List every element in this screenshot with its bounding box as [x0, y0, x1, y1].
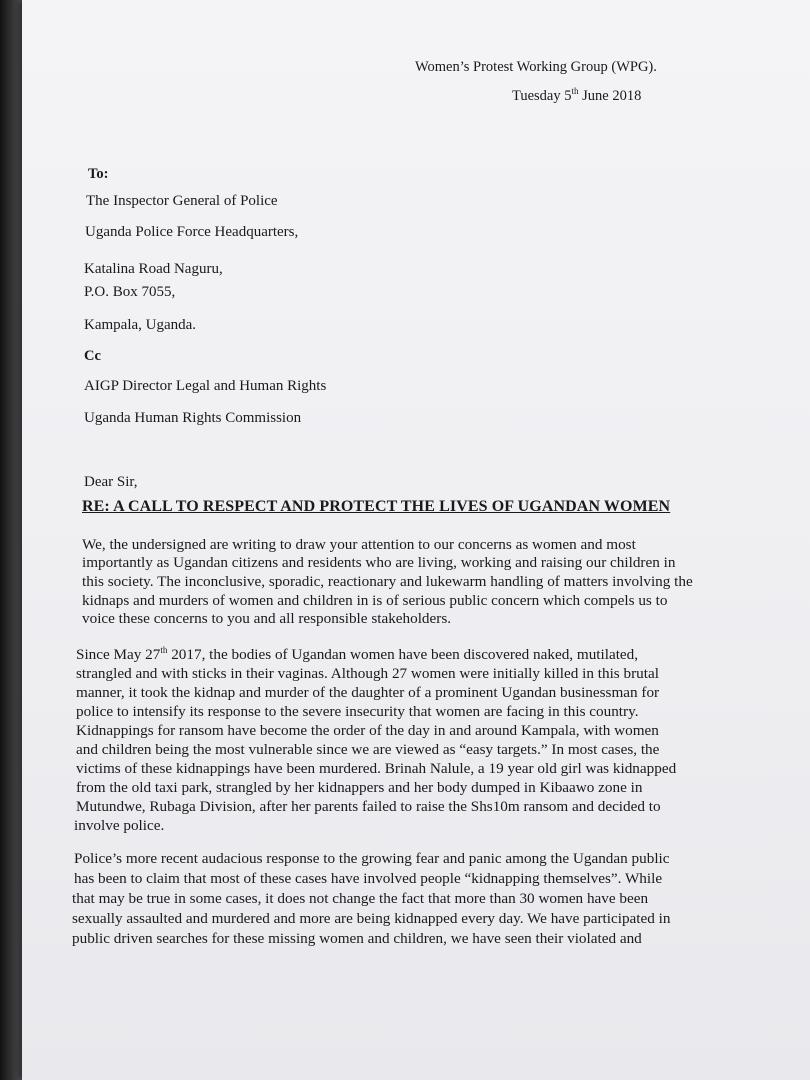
date-day: Tuesday 5 [512, 88, 572, 104]
paragraph-text: 2017, the bodies of Ugandan women have been discovered naked, mutilated, [167, 646, 639, 663]
paragraph-line: public driven searches for these missing women and children, we have seen their violated and [72, 930, 642, 947]
date-ordinal: th [160, 644, 168, 655]
recipient-line: Katalina Road Naguru, [84, 261, 223, 277]
paragraph-text: Since May 27 [76, 646, 161, 663]
recipient-line: Uganda Police Force Headquarters, [85, 224, 299, 240]
letter-date [512, 87, 641, 105]
cc-line: AIGP Director Legal and Human Rights [84, 378, 327, 394]
paragraph-line: involve police. [74, 817, 165, 834]
paragraph-line: that may be true in some cases, it does not change the fact that more than 30 women have been [72, 890, 649, 907]
paragraph-line: victims of these kidnappings have been murdered. Brinah Nalule, a 19 year old girl was kidnapped [76, 760, 677, 777]
subject-heading: RE: A CALL TO RESPECT AND PROTECT THE LIVES OF UGANDAN WOMEN [82, 498, 671, 515]
paragraph-line: strangled and with sticks in their vaginas. Although 27 women were initially killed in this brutal [76, 665, 659, 682]
paragraph-line: voice these concerns to you and all responsible stakeholders. [82, 610, 452, 627]
cc-label: Cc [84, 348, 101, 364]
paragraph-line: Kidnappings for ransom have become the order of the day in and around Kampala, with women [76, 722, 659, 739]
recipient-line: The Inspector General of Police [86, 193, 278, 209]
paragraph-line: importantly as Ugandan citizens and residents who are living, working and raising our children in [82, 554, 676, 571]
paragraph-line [76, 646, 638, 664]
recipient-line: P.O. Box 7055, [84, 284, 176, 300]
paragraph-line: and children being the most vulnerable since we are viewed as “easy targets.” In most cases, the [76, 741, 660, 758]
paragraph-line: kidnaps and murders of women and children in is of serious public concern which compels us to [82, 592, 668, 609]
paragraph-line: sexually assaulted and murdered and more are being kidnapped every day. We have participated in [72, 910, 671, 927]
recipient-line: Kampala, Uganda. [84, 317, 197, 333]
greeting: Dear Sir, [84, 474, 138, 490]
date-month-year: June 2018 [578, 88, 642, 104]
sender-line: Women’s Protest Working Group (WPG). [415, 59, 657, 75]
to-label: To: [88, 166, 109, 182]
paragraph-line: has been to claim that most of these cases have involved people “kidnapping themselves”. While [74, 870, 663, 887]
paragraph-line: manner, it took the kidnap and murder of the daughter of a prominent Ugandan businessman for [76, 684, 660, 701]
letter-page [22, 0, 810, 1080]
paragraph-line: police to intensify its response to the severe insecurity that women are facing in this country. [76, 703, 639, 720]
paragraph-line: from the old taxi park, strangled by her kidnappers and her body dumped in Kibaawo zone in [76, 779, 643, 796]
paragraph-line: Police’s more recent audacious response to the growing fear and panic among the Ugandan public [74, 850, 670, 867]
paragraph-line: We, the undersigned are writing to draw your attention to our concerns as women and most [82, 536, 636, 553]
cc-line: Uganda Human Rights Commission [84, 410, 302, 426]
paragraph-line: Mutundwe, Rubaga Division, after her parents failed to raise the Shs10m ransom and decided to [76, 798, 661, 815]
date-ordinal: th [571, 86, 579, 97]
paragraph-line: this society. The inconclusive, sporadic, reactionary and lukewarm handling of matters involving the [82, 573, 693, 590]
